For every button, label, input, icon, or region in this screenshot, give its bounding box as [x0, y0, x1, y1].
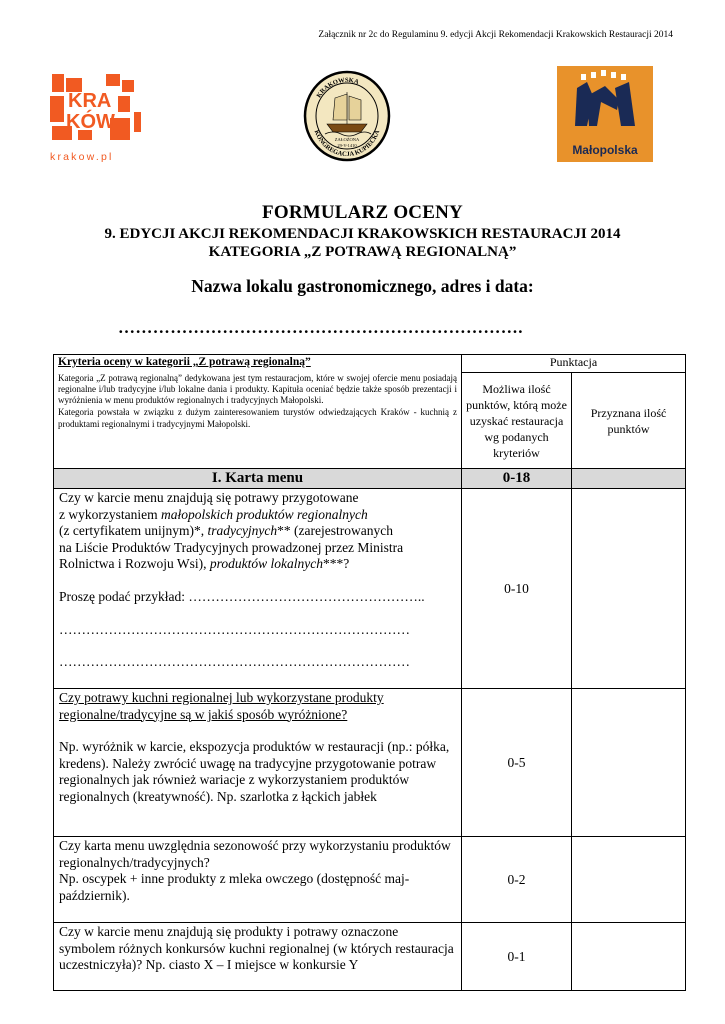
svg-text:KÓW: KÓW — [66, 111, 115, 133]
kongregacja-seal-logo — [303, 70, 391, 162]
malopolska-label: Małopolska — [572, 143, 638, 157]
question-4-score: 0-1 — [462, 923, 572, 991]
given-points-header: Przyznana ilość punktów — [572, 373, 686, 469]
evaluation-table — [53, 354, 686, 991]
question-1-given-points[interactable] — [572, 489, 686, 689]
criteria-description — [54, 373, 462, 469]
question-4 — [54, 923, 462, 991]
question-1-line: na Liście Produktów Tradycyjnych prowadzonej przez Ministra — [59, 539, 404, 555]
question-3-given-points[interactable] — [572, 837, 686, 923]
svg-text:ZAŁOŻONA: ZAŁOŻONA — [334, 137, 360, 142]
section-range: 0-18 — [462, 469, 572, 489]
question-1-score: 0-10 — [462, 489, 572, 689]
form-title-line2: 9. EDYCJI AKCJI REKOMENDACJI KRAKOWSKICH RESTAURACJI 2014 — [104, 226, 621, 242]
question-3-score: 0-2 — [462, 837, 572, 923]
section-title: I. Karta menu — [54, 469, 462, 489]
criteria-desc-2: Kategoria powstała w związku z dużym zainteresowaniem turystów odwiedzających Kraków - kuchnią z produktami regionalnymi i tradycyjnymi Małopolski. — [58, 407, 457, 429]
svg-text:KRA: KRA — [68, 90, 112, 112]
criteria-header: Kryteria oceny w kategorii „Z potrawą regionalną” — [54, 355, 462, 373]
table-row — [54, 689, 686, 837]
table-row — [54, 837, 686, 923]
svg-text:KRAKOWSKA: KRAKOWSKA — [315, 76, 360, 100]
malopolska-logo — [557, 66, 653, 162]
krakow-logo — [48, 72, 143, 164]
section-blank — [572, 469, 686, 489]
table-row — [54, 923, 686, 991]
venue-fill-line[interactable]: ……………………………………………………………. — [118, 318, 523, 337]
max-points-header: Możliwa ilość punktów, którą może uzyskać restauracja wg podanych kryteriów — [462, 373, 572, 469]
question-3 — [54, 837, 462, 923]
question-4-given-points[interactable] — [572, 923, 686, 991]
question-4-text: Czy w karcie menu znajdują się produkty i potrawy oznaczone symbolem różnych konkursów kuchni regionalnej (w których restauracja uczestniczyła)? Np. ciasto X – I miejsce w konkursie Y — [59, 924, 454, 973]
question-2 — [54, 689, 462, 837]
question-3-example: Np. oscypek + inne produkty z mleka owczego (dostępność maj-październik). — [59, 871, 410, 903]
punktacja-header: Punktacja — [462, 355, 686, 373]
question-2-heading: regionalne/tradycyjne są w jakiś sposób wyróżnione? — [59, 706, 348, 722]
question-2-given-points[interactable] — [572, 689, 686, 837]
example-field[interactable]: Proszę podać przykład: …………………………………………….. — [59, 588, 425, 604]
venue-subtitle: Nazwa lokalu gastronomicznego, adres i data: — [191, 276, 534, 296]
table-row — [54, 489, 686, 689]
form-title: FORMULARZ OCENY — [262, 202, 463, 223]
question-3-text: Czy karta menu uwzględnia sezonowość przy wykorzystaniu produktów regionalnych/tradycyjnych? — [59, 838, 451, 870]
question-1-line: Czy w karcie menu znajdują się potrawy przygotowane — [59, 490, 359, 505]
question-1-line: (z certyfikatem unijnym)*, tradycyjnych** (zarejestrowanych — [59, 523, 393, 539]
example-fill-line[interactable]: …………………………………………………………………… — [59, 654, 410, 670]
svg-text:29-V-1410: 29-V-1410 — [337, 143, 357, 148]
question-2-score: 0-5 — [462, 689, 572, 837]
question-1-line: Rolnictwa i Rozwoju Wsi), produktów lokalnych***? — [59, 556, 350, 572]
svg-text:KONGREGACJA KUPIECKA: KONGREGACJA KUPIECKA — [312, 129, 382, 159]
svg-text:krakow.pl: krakow.pl — [50, 151, 114, 163]
example-fill-line[interactable]: …………………………………………………………………… — [59, 621, 410, 637]
question-2-body: Np. wyróżnik w karcie, ekspozycja produktów w restauracji (np.: półka, kredens). Należy zwrócić uwagę na tradycyjne przygotowanie potraw regionalnych jak również wariacje z wykorzystaniem produktów regionalnych (kreatywność). Np. szarlotka z łąckich jabłek — [59, 739, 450, 804]
criteria-desc-1: Kategoria „Z potrawą regionalną” dedykowana jest tym restauracjom, które w swojej ofercie menu posiadają regionalne i/lub tradycyjne i/lub lokalne dania i produkty. Kapituła oceniać będzie także sposób prezentacji i wyróżnienia w menu produktów regionalnych i tradycyjnych Małopolski. — [58, 372, 457, 406]
form-title-line3: KATEGORIA „Z POTRAWĄ REGIONALNĄ” — [208, 244, 517, 260]
header-note: Załącznik nr 2c do Regulaminu 9. edycji Akcji Rekomendacji Krakowskich Restauracji 2014 — [318, 30, 673, 40]
question-2-heading: Czy potrawy kuchni regionalnej lub wykorzystane produkty — [59, 690, 384, 705]
question-1-line: z wykorzystaniem małopolskich produktów regionalnych — [59, 506, 368, 522]
question-1 — [54, 489, 462, 689]
